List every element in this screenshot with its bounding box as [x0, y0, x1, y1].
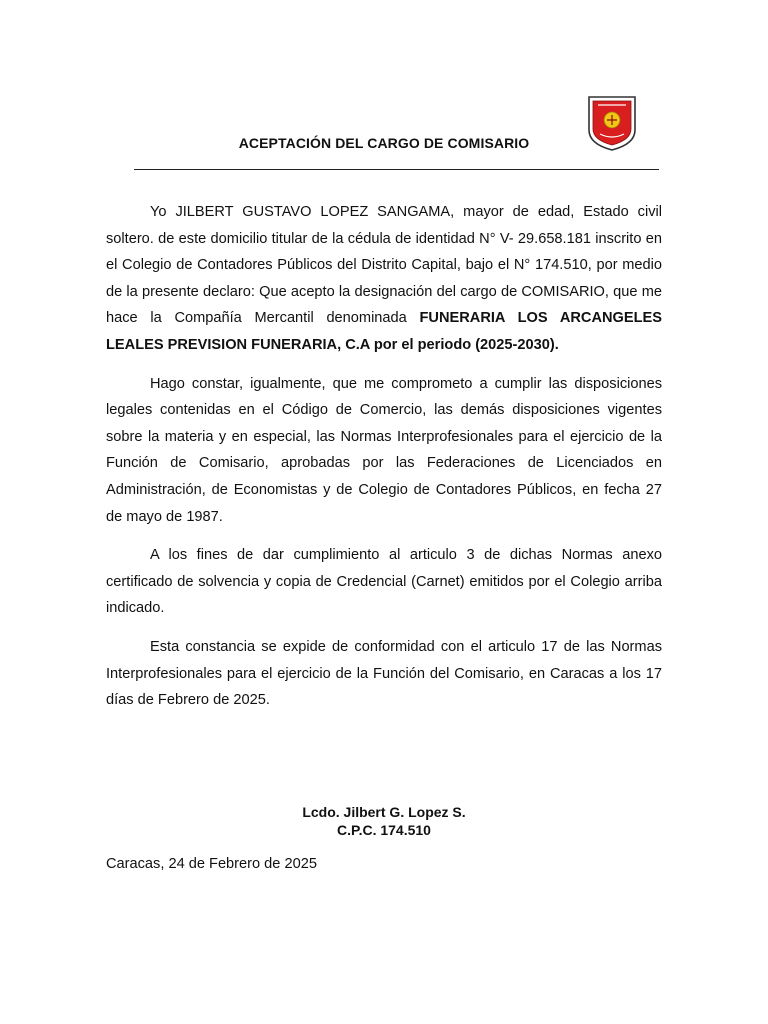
signatory-name: Lcdo. Jilbert G. Lopez S.: [302, 804, 466, 820]
place-date: Caracas, 24 de Febrero de 2025: [106, 856, 317, 872]
document-body: [106, 199, 662, 726]
signatory-registration: C.P.C. 174.510: [337, 822, 431, 838]
company-name-bold: FUNERARIA LOS ARCANGELES LEALES PREVISION FUNERARIA, C.A por el periodo (2025-2030).: [106, 310, 662, 353]
signature-block: [134, 803, 634, 839]
document-title: ACEPTACIÓN DEL CARGO DE COMISARIO: [238, 135, 530, 151]
paragraph-commitment: Hago constar, igualmente, que me comprometo a cumplir las disposiciones legales contenidas en el Código de Comercio, las demás disposiciones vigentes sobre la materia y en especial, las Normas Interprofesionales para el ejercicio de la Función de Comisario, aprobadas por las Federaciones de Licenciados en Administración, de Economistas y de Colegio de Contadores Públicos, en fecha 27 de mayo de 1987.: [106, 375, 662, 525]
title-divider: [134, 169, 659, 170]
paragraph-issuance: Esta constancia se expide de conformidad con el articulo 17 de las Normas Interprofesionales para el ejercicio de la Función del Comisario, en Caracas a los 17 días de Febrero de 2025.: [106, 638, 662, 709]
paragraph-acceptance: [106, 199, 662, 359]
paragraph-attachments: A los fines de dar cumplimiento al articulo 3 de dichas Normas anexo certificado de solvencia y copia de Credencial (Carnet) emitidos por el Colegio arriba indicado.: [106, 547, 662, 617]
paragraph-acceptance-text: Yo JILBERT GUSTAVO LOPEZ SANGAMA, mayor de edad, Estado civil soltero. de este domicilio titular de la cédula de identidad N° V- 29.658.181 inscrito en el Colegio de Contadores Públicos del Distrito Capital, bajo el N° 174.510, por medio de la presente declaro: Que acepto la designación del cargo de COMISARIO, que me hace la Compañía Mercantil denominada: [106, 204, 662, 327]
